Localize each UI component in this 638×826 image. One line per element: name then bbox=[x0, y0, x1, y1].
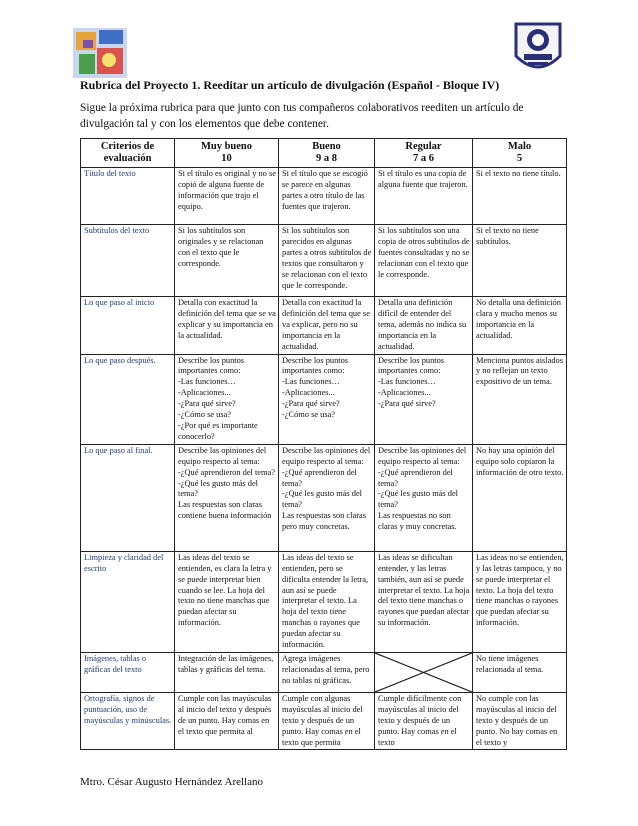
header-malo: Malo 5 bbox=[473, 139, 567, 168]
cell-muy-bueno: Si los subtítulos son originales y se relacionan con el texto que le corresponde. bbox=[175, 225, 279, 297]
criterion-cell: Lo que paso al inicio bbox=[81, 297, 175, 355]
criterion-cell: Limpieza y claridad del escrito bbox=[81, 551, 175, 652]
criterion-cell: Lo que paso al final. bbox=[81, 444, 175, 551]
rubric-table bbox=[80, 138, 567, 750]
criterion-cell: Ortografía, signos de puntuación, uso de mayúsculas y minúsculas. bbox=[81, 692, 175, 750]
header-bueno: Bueno 9 a 8 bbox=[279, 139, 375, 168]
table-row bbox=[81, 551, 567, 652]
cell-muy-bueno: Si el título es original y no se copió de alguna fuente de información que trajo el equipo. bbox=[175, 168, 279, 225]
header-criterios: Criterios de evaluación bbox=[81, 139, 175, 168]
criterion-cell: Imágenes, tablas o gráficas del texto bbox=[81, 652, 175, 692]
cell-malo: No hay una opinión del equipo solo copiaron la información de otro texto. bbox=[473, 444, 567, 551]
cell-bueno: Si los subtítulos son parecidos en algunas partes a otros subtítulos de textos que consultaron y se relacionan con el texto que le corresponde. bbox=[279, 225, 375, 297]
table-row bbox=[81, 168, 567, 225]
cell-muy-bueno: Detalla con exactitud la definición del tema que se va explicar y su importancia en la actualidad. bbox=[175, 297, 279, 355]
cell-muy-bueno: Las ideas del texto se entienden, es clara la letra y se puede interpretar bien cuando se lee. La hoja del texto no tiene manchas que puedan afectar su información. bbox=[175, 551, 279, 652]
cell-malo: No detalla una definición clara y mucho menos su importancia en la actualidad. bbox=[473, 297, 567, 355]
header-muy-bueno: Muy bueno 10 bbox=[175, 139, 279, 168]
cell-malo: Si el texto no tiene subtítulos. bbox=[473, 225, 567, 297]
cell-bueno: Describe las opiniones del equipo respecto al tema: -¿Qué aprendieron del tema? -¿Qué les gusto más del tema? Las respuestas son claras pero muy concretas. bbox=[279, 444, 375, 551]
cell-bueno: Agrega imágenes relacionadas al tema, pero no tablas ni gráficas. bbox=[279, 652, 375, 692]
intro-paragraph: Sigue la próxima rubrica para que junto con tus compañeros colaborativos reediten un artículo de divulgación tal y con los elementos que debe contener. bbox=[80, 102, 524, 130]
cell-muy-bueno: Describe los puntos importantes como: -Las funciones… -Aplicaciones... -¿Para qué sirve? -¿Cómo se usa? -¿Por qué es importante conocerlo? bbox=[175, 354, 279, 444]
table-row bbox=[81, 354, 567, 444]
cell-regular: Describe los puntos importantes como: -Las funciones… -Aplicaciones... -¿Para qué sirve? bbox=[375, 354, 473, 444]
table-row bbox=[81, 444, 567, 551]
table-header-row bbox=[81, 139, 567, 168]
criterion-cell: Título del texto bbox=[81, 168, 175, 225]
cell-muy-bueno: Describe las opiniones del equipo respecto al tema: -¿Qué aprendieron del tema? -¿Qué les gusto más del tema? Las respuestas son claras contiene buena información bbox=[175, 444, 279, 551]
header-regular: Regular 7 a 6 bbox=[375, 139, 473, 168]
cell-malo: Si el texto no tiene título. bbox=[473, 168, 567, 225]
cell-muy-bueno: Cumple con las mayúsculas al inicio del texto y después de un punto. Hay comas en el texto que permita al bbox=[175, 692, 279, 750]
cell-regular: Si los subtítulos son una copia de otros subtítulos de fuentes consultadas y no se relacionan con el texto que le corresponde. bbox=[375, 225, 473, 297]
table-row bbox=[81, 652, 567, 692]
criterion-cell: Lo que paso después. bbox=[81, 354, 175, 444]
cell-bueno: Detalla con exactitud la definición del tema que se va explicar, pero no su importancia en la actualidad. bbox=[279, 297, 375, 355]
cell-bueno: Cumple con algunas mayúsculas al inicio del texto y después de un punto. Hay comas en el texto que permita bbox=[279, 692, 375, 750]
table-row bbox=[81, 297, 567, 355]
school-seal-logo bbox=[510, 18, 566, 80]
crossed-out-mark bbox=[375, 653, 472, 692]
cell-regular-crossed-out bbox=[375, 652, 473, 692]
cell-bueno: Describe los puntos importantes como: -Las funciones… -Aplicaciones... -¿Para qué sirve? -¿Cómo se usa? bbox=[279, 354, 375, 444]
table-row bbox=[81, 225, 567, 297]
cell-malo: Menciona puntos aislados y no reflejan un texto expositivo de un tema. bbox=[473, 354, 567, 444]
criterion-cell: Subtítulos del texto bbox=[81, 225, 175, 297]
table-row bbox=[81, 692, 567, 750]
cell-regular: Si el título es una copia de alguna fuente que trajeron. bbox=[375, 168, 473, 225]
cell-regular: Las ideas se dificultan entender, y las letras también, aun así se puede interpretar el texto. La hoja del texto tiene manchas o rayones que puedan afectar su información. bbox=[375, 551, 473, 652]
cell-regular: Detalla una definición difícil de entender del tema, además no indica su importancia en la actualidad. bbox=[375, 297, 473, 355]
colorful-logo bbox=[73, 28, 127, 78]
cell-bueno: Si el título que se escogió se parece en algunas partes a otro título de las fuentes que trajeron. bbox=[279, 168, 375, 225]
cell-muy-bueno: Integración de las imágenes, tablas y gráficas del tema. bbox=[175, 652, 279, 692]
footer-author: Mtro. César Augusto Hernández Arellano bbox=[80, 776, 263, 788]
cell-regular: Describe las opiniones del equipo respecto al tema: -¿Qué aprendieron del tema? -¿Qué les gusto más del tema? Las respuestas no son claras y muy concretas. bbox=[375, 444, 473, 551]
cell-regular: Cumple difícilmente con mayúsculas al inicio del texto y después de un punto. Hay comas en el texto bbox=[375, 692, 473, 750]
cell-malo: No cumple con las mayúsculas al inicio del texto y después de un punto. No hay comas en el texto y bbox=[473, 692, 567, 750]
cell-malo: No tiene imágenes relacionada al tema. bbox=[473, 652, 567, 692]
cell-malo: Las ideas no se entienden, y las letras tampoco, y no se puede interpretar el texto. La hoja del texto tiene manchas o rayones que puedan afectar su información. bbox=[473, 551, 567, 652]
document-title: Rubrica del Proyecto 1. Reeditar un artículo de divulgación (Español - Bloque IV) bbox=[80, 78, 500, 92]
cell-bueno: Las ideas del texto se entienden, pero se dificulta entender la letra, aun así se puede interpretar el texto. La hoja del texto tiene manchas o rayones que puedan afectar su información. bbox=[279, 551, 375, 652]
